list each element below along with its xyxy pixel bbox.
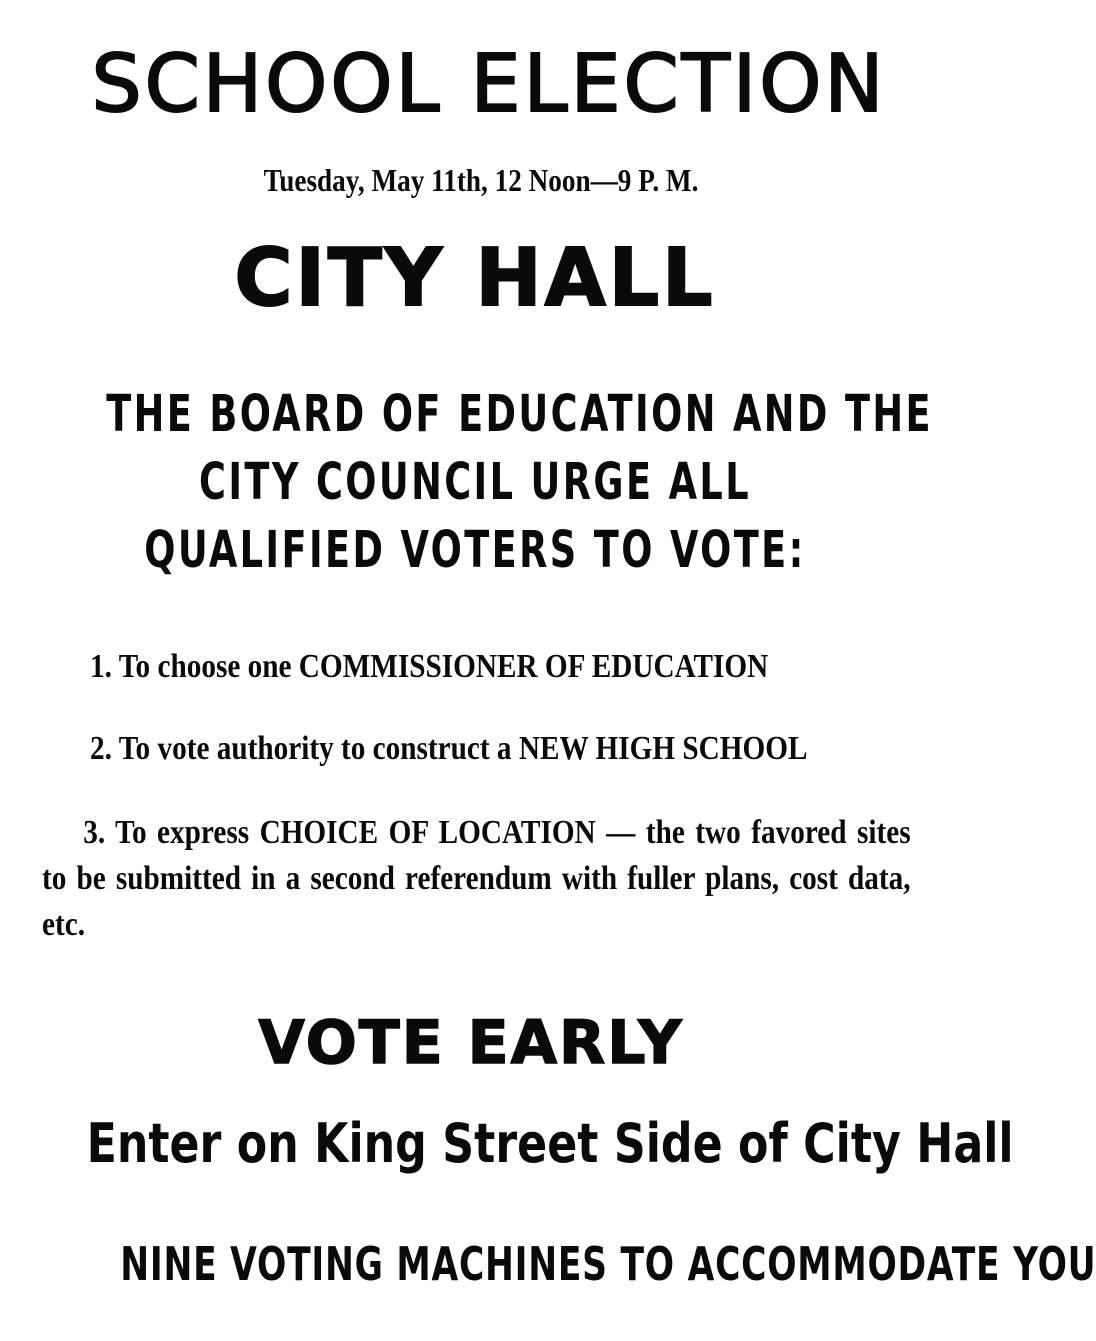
notice-title: SCHOOL ELECTION bbox=[91, 38, 887, 130]
ballot-item-location: 3. To express CHOICE OF LOCATION — the two favored sites to be submitted in a second referendum with fuller plans, cost data, etc. bbox=[42, 814, 911, 943]
ballot-item-commissioner: 1. To choose one COMMISSIONER OF EDUCATION bbox=[90, 648, 769, 685]
election-date-time: Tuesday, May 11th, 12 Noon—9 P. M. bbox=[263, 162, 699, 198]
urge-line: CITY COUNCIL URGE ALL bbox=[198, 453, 751, 512]
voting-machines-note: NINE VOTING MACHINES TO ACCOMMODATE YOU bbox=[120, 1237, 1096, 1291]
entrance-instructions: Enter on King Street Side of City Hall bbox=[86, 1112, 1014, 1175]
vote-early-heading: VOTE EARLY bbox=[258, 1008, 684, 1078]
ballot-item-high-school: 2. To vote authority to construct a NEW HIGH SCHOOL bbox=[90, 730, 808, 767]
election-location: CITY HALL bbox=[234, 232, 716, 324]
urge-line: THE BOARD OF EDUCATION AND THE bbox=[106, 385, 934, 444]
urge-line: QUALIFIED VOTERS TO VOTE: bbox=[144, 521, 806, 580]
